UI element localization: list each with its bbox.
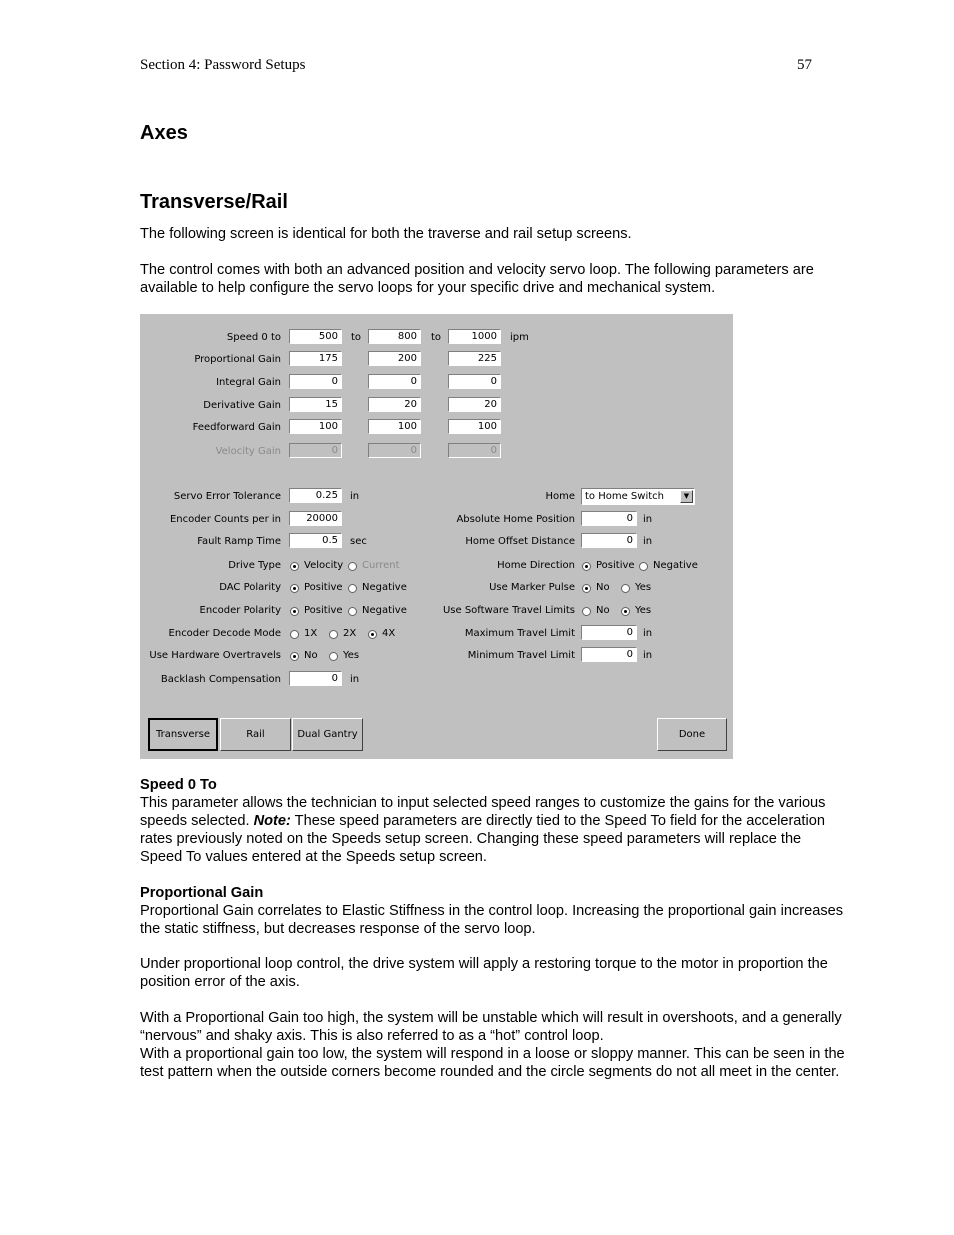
radio-icon: [639, 562, 648, 571]
feedforward-gain-field-1[interactable]: 100: [289, 419, 342, 434]
home-offset-distance-field[interactable]: 0: [581, 533, 637, 548]
proportional-paragraph-3: With a Proportional Gain too high, the system will be unstable which will result in overshoots, and a generally “nervous” and shaky axis. This is also referred to as a “hot” control loop.: [140, 1010, 842, 1044]
encoder-counts-label: Encoder Counts per in: [169, 514, 281, 525]
sw-limits-yes-radio[interactable]: [621, 605, 651, 617]
note-label: Note:: [253, 813, 291, 829]
radio-icon: [329, 652, 338, 661]
hw-overtravels-yes-radio[interactable]: [329, 650, 359, 662]
dual-gantry-button[interactable]: Dual Gantry: [292, 718, 363, 751]
integral-gain-field-2[interactable]: 0: [368, 374, 421, 389]
decode-4x-radio[interactable]: [368, 628, 395, 640]
proportional-paragraph-4: With a proportional gain too low, the system will respond in a loose or sloppy manner. This can be seen in the test pattern when the outside corners become rounded and the circle segments do not all meet in the center.: [140, 1046, 845, 1080]
decode-2x-radio[interactable]: [329, 628, 356, 640]
absolute-home-position-label: Absolute Home Position: [456, 514, 575, 525]
proportional-gain-field-2[interactable]: 200: [368, 351, 421, 366]
home-label: Home: [545, 491, 575, 502]
velocity-gain-field-3: 0: [448, 443, 501, 458]
drive-type-current-radio: [348, 560, 400, 572]
radio-icon: [621, 584, 630, 593]
backlash-compensation-label: Backlash Compensation: [160, 674, 281, 685]
home-direction-negative-radio[interactable]: [639, 560, 698, 572]
inch-unit: in: [643, 514, 653, 525]
velocity-gain-label: Velocity Gain: [215, 446, 281, 457]
radio-selected-icon: [290, 607, 299, 616]
radio-selected-icon: [582, 584, 591, 593]
proportional-paragraph-2: Under proportional loop control, the drive system will apply a restoring torque to the motor in proportion the position error of the axis.: [140, 956, 828, 990]
radio-icon: [348, 584, 357, 593]
derivative-gain-field-1[interactable]: 15: [289, 397, 342, 412]
proportional-heading: Proportional Gain: [140, 885, 264, 901]
radio-label: No: [596, 582, 610, 593]
home-select[interactable]: [581, 488, 695, 505]
integral-gain-label: Integral Gain: [216, 377, 281, 388]
radio-label: 4X: [382, 628, 396, 639]
radio-label: Negative: [653, 560, 698, 571]
proportional-gain-label: Proportional Gain: [194, 354, 281, 365]
heading-axes: Axes: [140, 122, 188, 144]
derivative-gain-field-2[interactable]: 20: [368, 397, 421, 412]
inch-unit: in: [350, 674, 360, 685]
encoder-polarity-positive-radio[interactable]: [290, 605, 343, 617]
proportional-paragraph-1: Proportional Gain correlates to Elastic Stiffness in the control loop. Increasing the proportional gain increases the static stiffness, but decreases response of the servo loop.: [140, 903, 844, 937]
axes-setup-screenshot: [140, 314, 733, 759]
maximum-travel-limit-field[interactable]: 0: [581, 625, 637, 640]
maximum-travel-limit-label: Maximum Travel Limit: [464, 628, 575, 639]
radio-label: Yes: [343, 650, 360, 661]
inch-unit: in: [350, 491, 360, 502]
speed-paragraph-part-2: These speed parameters are directly tied to the Speed To field for the acceleration rates previously noted on the Speeds setup screen. Changing these speed parameters will replace the Speed To values entered at the Speeds setup screen.: [140, 813, 825, 865]
hardware-overtravels-label: Use Hardware Overtravels: [149, 650, 281, 661]
servo-error-tolerance-label: Servo Error Tolerance: [173, 491, 281, 502]
home-direction-label: Home Direction: [497, 560, 575, 571]
radio-label: 1X: [304, 628, 318, 639]
drive-type-velocity-radio[interactable]: [290, 560, 343, 572]
servo-error-tolerance-field[interactable]: 0.25: [289, 488, 342, 503]
proportional-gain-field-3[interactable]: 225: [448, 351, 501, 366]
radio-label: Yes: [635, 605, 652, 616]
sec-unit: sec: [350, 536, 367, 547]
radio-label: Negative: [362, 582, 407, 593]
feedforward-gain-label: Feedforward Gain: [192, 422, 281, 433]
radio-label: Positive: [596, 560, 635, 571]
speed-field-2[interactable]: 800: [368, 329, 421, 344]
integral-gain-field-1[interactable]: 0: [289, 374, 342, 389]
feedforward-gain-field-3[interactable]: 100: [448, 419, 501, 434]
decode-1x-radio[interactable]: [290, 628, 317, 640]
software-travel-limits-label: Use Software Travel Limits: [442, 605, 575, 616]
ipm-unit: ipm: [510, 332, 529, 343]
derivative-gain-field-3[interactable]: 20: [448, 397, 501, 412]
dac-polarity-negative-radio[interactable]: [348, 582, 407, 594]
velocity-gain-field-1: 0: [289, 443, 342, 458]
absolute-home-position-field[interactable]: 0: [581, 511, 637, 526]
to-label: to: [431, 332, 442, 343]
radio-label: Negative: [362, 605, 407, 616]
speed-label: Speed 0 to: [226, 332, 281, 343]
radio-selected-icon: [290, 584, 299, 593]
proportional-gain-field-1[interactable]: 175: [289, 351, 342, 366]
radio-label: No: [304, 650, 318, 661]
page-number: 57: [797, 57, 812, 73]
radio-selected-icon: [368, 630, 377, 639]
heading-transverse-rail: Transverse/Rail: [140, 191, 288, 213]
speed-heading: Speed 0 To: [140, 777, 217, 793]
radio-selected-icon: [290, 562, 299, 571]
minimum-travel-limit-field[interactable]: 0: [581, 647, 637, 662]
feedforward-gain-field-2[interactable]: 100: [368, 419, 421, 434]
chevron-down-icon[interactable]: ▼: [680, 490, 693, 503]
dac-polarity-positive-radio[interactable]: [290, 582, 343, 594]
backlash-compensation-field[interactable]: 0: [289, 671, 342, 686]
inch-unit: in: [643, 650, 653, 661]
radio-selected-icon: [621, 607, 630, 616]
intro-paragraph-2: The control comes with both an advanced position and velocity servo loop. The following parameters are available to help configure the servo loops for your specific drive and mechanical system.: [140, 262, 814, 296]
derivative-gain-label: Derivative Gain: [203, 400, 281, 411]
radio-icon: [348, 562, 357, 571]
radio-label: 2X: [343, 628, 357, 639]
speed-section: [140, 776, 845, 866]
fault-ramp-time-field[interactable]: 0.5: [289, 533, 342, 548]
rail-button[interactable]: Rail: [220, 718, 291, 751]
radio-selected-icon: [582, 562, 591, 571]
radio-icon: [348, 607, 357, 616]
radio-label: Yes: [635, 582, 652, 593]
radio-icon: [290, 630, 299, 639]
integral-gain-field-3[interactable]: 0: [448, 374, 501, 389]
running-header: Section 4: Password Setups: [140, 57, 306, 73]
encoder-counts-field[interactable]: 20000: [289, 511, 342, 526]
radio-label: Positive: [304, 582, 343, 593]
speed-field-3[interactable]: 1000: [448, 329, 501, 344]
fault-ramp-time-label: Fault Ramp Time: [197, 536, 281, 547]
radio-label: Velocity: [304, 560, 344, 571]
radio-icon: [582, 607, 591, 616]
hw-overtravels-no-radio[interactable]: [290, 650, 318, 662]
home-direction-positive-radio[interactable]: [582, 560, 635, 572]
dac-polarity-label: DAC Polarity: [219, 582, 281, 593]
inch-unit: in: [643, 628, 653, 639]
radio-label: Current: [362, 560, 400, 571]
encoder-polarity-label: Encoder Polarity: [199, 605, 281, 616]
done-button[interactable]: Done: [657, 718, 727, 751]
minimum-travel-limit-label: Minimum Travel Limit: [467, 650, 575, 661]
drive-type-label: Drive Type: [228, 560, 281, 571]
encoder-decode-mode-label: Encoder Decode Mode: [168, 628, 281, 639]
radio-icon: [329, 630, 338, 639]
speed-field-1[interactable]: 500: [289, 329, 342, 344]
speed-paragraph-part-1: This parameter allows the technician to input selected speed ranges to customize the gains for the various speeds selected.: [140, 795, 826, 829]
radio-label: No: [596, 605, 610, 616]
intro-paragraph-1: The following screen is identical for both the traverse and rail setup screens.: [140, 226, 632, 242]
encoder-polarity-negative-radio[interactable]: [348, 605, 407, 617]
marker-pulse-label: Use Marker Pulse: [489, 582, 575, 593]
inch-unit: in: [643, 536, 653, 547]
to-label: to: [351, 332, 362, 343]
radio-label: Positive: [304, 605, 343, 616]
marker-pulse-yes-radio[interactable]: [621, 582, 651, 594]
sw-limits-no-radio[interactable]: [582, 605, 610, 617]
proportional-section: [140, 884, 845, 938]
radio-selected-icon: [290, 652, 299, 661]
marker-pulse-no-radio[interactable]: [582, 582, 610, 594]
transverse-button[interactable]: Transverse: [148, 718, 218, 751]
home-offset-distance-label: Home Offset Distance: [465, 536, 575, 547]
home-select-value: to Home Switch: [585, 491, 664, 502]
velocity-gain-field-2: 0: [368, 443, 421, 458]
